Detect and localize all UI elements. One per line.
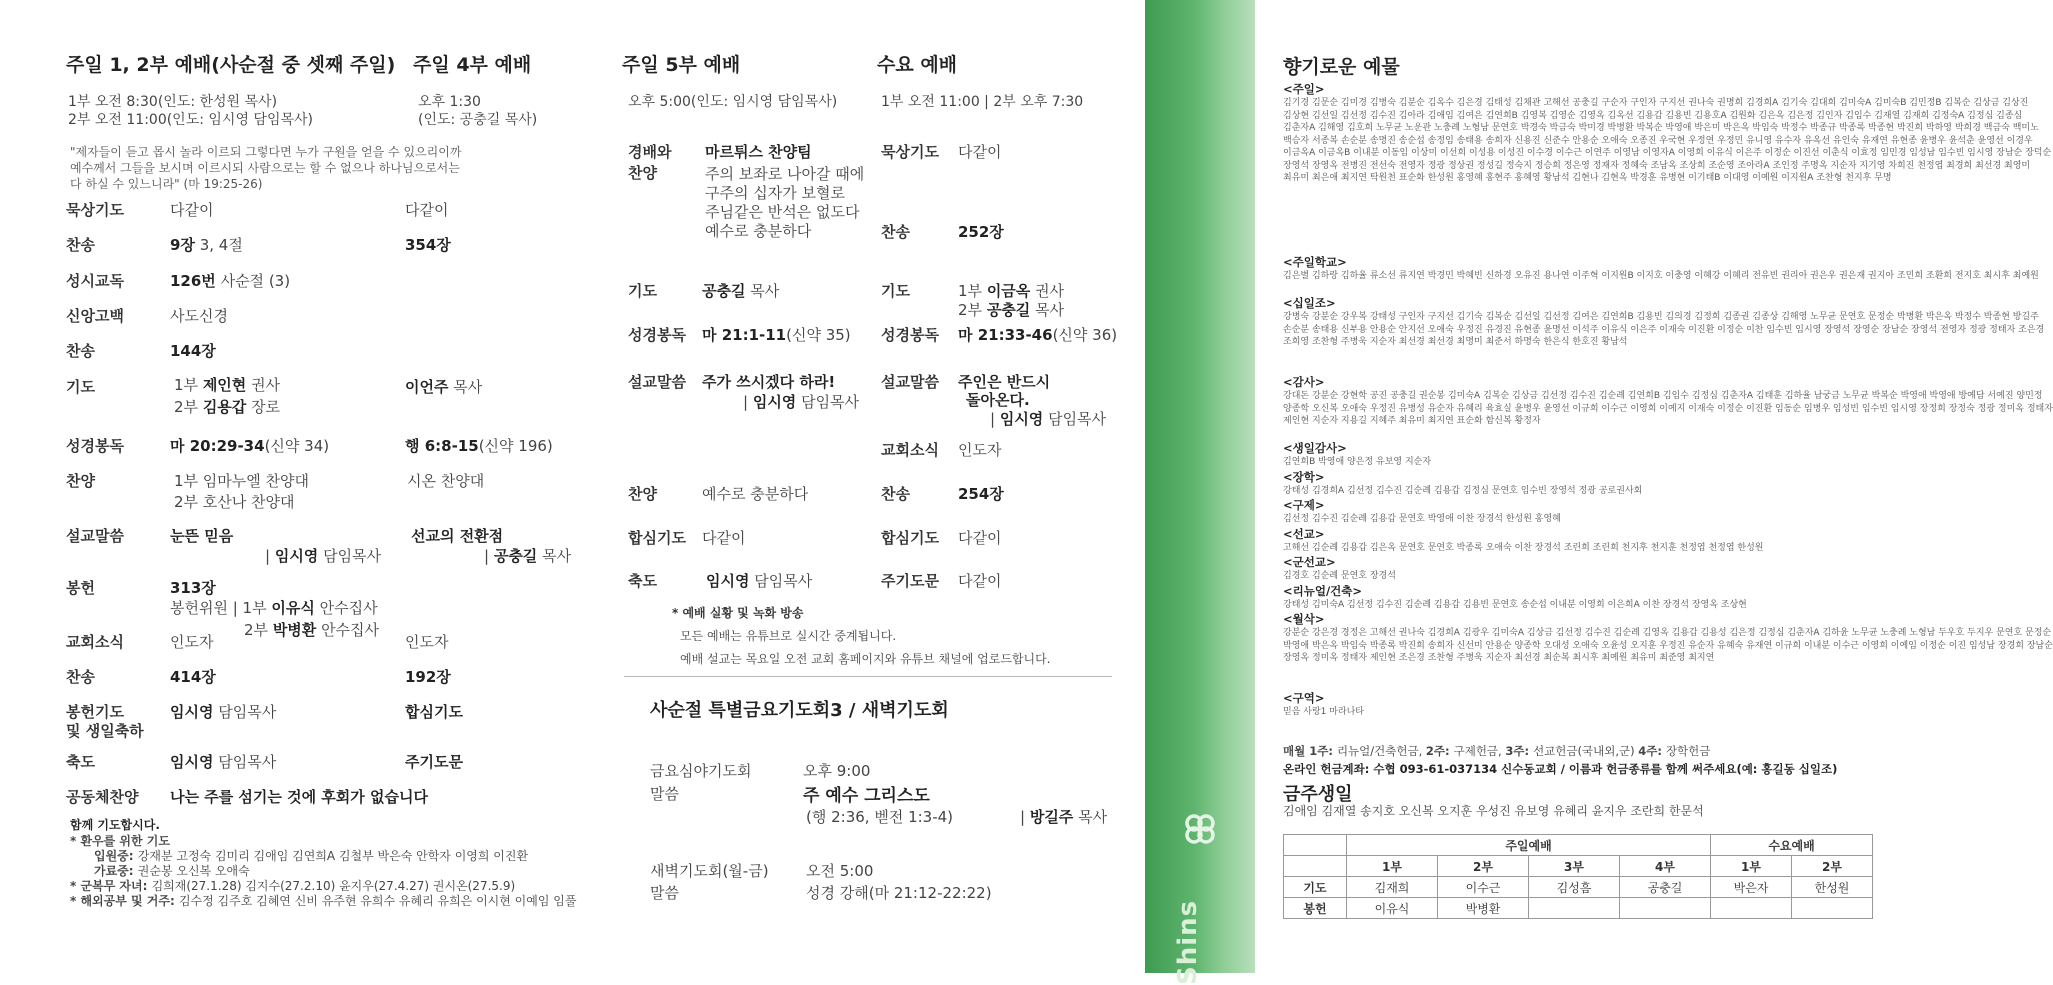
duty-cell	[1529, 898, 1620, 919]
church-logo-text: Shins	[1173, 899, 1203, 985]
verse-line-2: 예수께서 그들을 보시며 이르시되 사람으로는 할 수 없으나 하나님으로서는	[70, 161, 460, 175]
label-offering: 봉헌	[66, 579, 95, 597]
value-news: 인도자	[170, 633, 214, 651]
label-wed-news: 교회소식	[881, 441, 939, 459]
broadcast-note-2: 예배 설교는 목요일 오전 교회 홈페이지와 유튜브 채널에 업로드합니다.	[680, 652, 1051, 666]
value-wed-prayer-1: 1부 이금옥 권사	[958, 282, 1065, 300]
value-wed-sermon-2: 돌아온다.	[966, 391, 1030, 409]
label-choir: 찬양	[66, 472, 95, 490]
offering-section-heading: <주일학교>	[1283, 255, 1347, 269]
value-prayer-2: 2부 김용갑 장로	[174, 398, 281, 416]
offering-section	[1283, 690, 1883, 719]
duty-table	[1283, 834, 1873, 919]
duty-row-label: 기도	[1284, 877, 1347, 898]
time-1: 1부 오전 8:30(인도: 한성원 목사)	[68, 94, 278, 110]
leader-4: (인도: 공충길 목사)	[418, 112, 538, 128]
offering-section	[1283, 440, 1883, 469]
value-dawn-time: 오전 5:00	[806, 862, 874, 880]
label-wed-hymn: 찬송	[881, 223, 910, 241]
offering-section-heading: <십일조>	[1283, 296, 1336, 310]
label-wed-unison-prayer: 합심기도	[881, 529, 939, 547]
value-community-song: 나는 주를 섬기는 것에 후회가 없습니다	[170, 788, 428, 806]
duty-col-header: 4부	[1620, 856, 1711, 877]
offering-section	[1283, 583, 1883, 612]
offering-section-heading: <구역>	[1283, 691, 1325, 705]
duty-cell: 김재희	[1347, 877, 1438, 898]
duty-table-corner	[1284, 856, 1347, 877]
value-friday-title: 주 예수 그리스도	[803, 786, 930, 806]
divider	[624, 676, 1112, 677]
label-silent-prayer: 묵상기도	[66, 201, 124, 219]
value-wed-lords-prayer: 다같이	[958, 572, 1002, 590]
label-wed-lords-prayer: 주기도문	[881, 572, 939, 590]
value-offering-1: 봉헌위원 | 1부 이유식 안수집사	[170, 599, 378, 617]
value-friday-time: 오후 9:00	[803, 762, 871, 780]
verse-line-3: 다 하실 수 있느니라" (마 19:25-26)	[70, 177, 263, 191]
offering-section-names: 고해선 김순례 김용갑 김은옥 문연호 문연호 박종록 오애숙 이찬 장경석 조린희 조린희 천지후 천지훈 천정엽 천정엽 한성원	[1283, 542, 1764, 553]
offering-section	[1283, 497, 1883, 526]
value-hymn-4: 354장	[405, 236, 451, 254]
value-5-unison-prayer: 다같이	[702, 529, 746, 547]
value-scripture: 마 20:29-34(신약 34)	[170, 437, 330, 455]
value-5-benediction: 임시영 담임목사	[706, 572, 813, 590]
label-friday-prayer: 금요심야기도회	[650, 762, 752, 780]
value-creed: 사도신경	[170, 307, 228, 325]
duty-cell: 한성원	[1792, 877, 1873, 898]
title-sunday-4: 주일 4부 예배	[413, 54, 532, 76]
label-responsive-reading: 성시교독	[66, 272, 124, 290]
green-band	[1145, 0, 1255, 985]
duty-cell: 김성흠	[1529, 877, 1620, 898]
value-friday-ref: (행 2:36, 벧전 1:3-4)	[806, 808, 954, 826]
broadcast-note-title: * 예배 실황 및 녹화 방송	[672, 606, 804, 620]
value-5-choir: 예수로 충분하다	[702, 485, 809, 503]
value-offering-hymn: 313장	[170, 579, 216, 597]
value-offering-2: 2부 박병환 안수집사	[244, 621, 380, 639]
duty-row-offering	[1284, 898, 1873, 919]
label-wed-sermon: 설교말씀	[881, 373, 939, 391]
value-sermon-preacher-4: | 공충길 목사	[484, 547, 572, 565]
offering-section-names: 김기경 김문순 김미경 김병숙 김분순 김옥수 김은경 김태성 김채관 고해선 공충길 구순자 구인자 구지선 권나숙 권명희 김경희A 김기숙 김대희 김미숙A 김미숙B 김민정B 김복순 김상금 김상진 김상현 김선일 김선정 김수진 김아라 김애임 김여은 김연희B 김영복 김영순 김영옥 김옥선 김용갑 김용빈 김용호A 김원화 김은옥 김은정 김인자 김임수 김재열 김재희 김정숙A 김정심 김종심 김춘자A 김해영 김호희 노무균 노운관 노충례 노형남 문연호 박경숙 박금숙 박미경 박병환 박복순 박영애 박은미 박은옥 박임숙 박정수 박종규 박종록 박종현 박진희 박하영 박희경 백금숙 백미노 백승자 서종복 손순분 송명진 송순섭 송정임 송태용 송희자 신용진 신준수 안용순 오애숙 오종진 우국현 우정연 우정민 유니영 유수자 유옥선 유인숙 유재연 유현종 윤병우 윤석춘 윤영선 이경우 이금옥A 이금옥B 이내분 이동임 이상미 이선희 이성용 이성진 이수경 이수근 이연주 이영남 이영자A 이영희 이유식 이은주 이정순 이진선 이춘식 이효정 임민경 임성남 임수빈 임시영 장남순 장덕순 장영석 장영옥 전병진 전선숙 전영자 정광 정상권 정성길 정숙지 정승희 정은영 정재자 정혜숙 조남옥 조상희 조순영 조아라A 조인정 주명옥 지순자 지기영 차희진 천정엽 최경희 최선경 최영미 최유미 최은애 최지연 탁원천 표순화 한성원 홍영혜 홍현주 홍혜영 황남석 김현나 김현옥 박경훈 유병현 이기태B 이대영 이예원 이지원A 조찬형 천지후 무명	[1283, 98, 2052, 183]
time-wednesday: 1부 오전 11:00 | 2부 오후 7:30	[881, 94, 1084, 110]
duty-cell: 공충길	[1620, 877, 1711, 898]
offering-section	[1283, 374, 2053, 440]
offering-section	[1283, 81, 2052, 254]
offering-section-names: 김선정 김수진 김순례 김용갑 문연호 박영애 이찬 장경석 한성원 홍영혜	[1283, 514, 1561, 524]
value-wed-hymn-2: 254장	[958, 485, 1004, 503]
label-benediction: 축도	[66, 753, 95, 771]
label-dawn-prayer: 새벽기도회(월-금)	[650, 862, 769, 880]
label-wed-hymn-2: 찬송	[881, 485, 910, 503]
value-friday-preacher: | 방길주 목사	[1020, 808, 1108, 826]
duty-col-header: 3부	[1529, 856, 1620, 877]
title-sunday-1-2: 주일 1, 2부 예배(사순절 중 셋째 주일)	[66, 54, 396, 76]
label-offering-prayer: 봉헌기도	[66, 703, 124, 721]
value-benediction-4: 주기도문	[405, 753, 463, 771]
value-wed-silent-prayer: 다같이	[958, 143, 1002, 161]
prayer-requests-recovering: 가료중: 권순봉 오신복 오애숙	[94, 864, 250, 878]
value-offering-prayer: 임시영 담임목사	[170, 703, 277, 721]
offering-section	[1283, 526, 1883, 555]
value-worship-song-4: 예수로 충분하다	[705, 222, 812, 240]
offering-section-names: 강태성 김경희A 김선정 김수진 김순례 김용갑 김정심 문연호 임수빈 장영석 정광 공로권사회	[1283, 485, 1643, 496]
duty-col-header: 1부	[1347, 856, 1438, 877]
duty-cell: 박은자	[1711, 877, 1792, 898]
value-5-sermon-title: 주가 쓰시겠다 하라!	[702, 373, 836, 391]
duty-table-header-row	[1284, 856, 1873, 877]
offering-section-heading: <선교>	[1283, 526, 1325, 541]
time-2: 2부 오전 11:00(인도: 임시영 담임목사)	[68, 112, 313, 128]
label-wed-prayer: 기도	[881, 282, 910, 300]
label-worship-2: 찬양	[628, 164, 657, 182]
value-worship-song-2: 구주의 십자가 보혈로	[705, 184, 845, 202]
label-wed-silent-prayer: 묵상기도	[881, 143, 939, 161]
duty-cell	[1792, 898, 1873, 919]
offering-section-heading: <장학>	[1283, 469, 1325, 484]
label-5-unison-prayer: 합심기도	[628, 529, 686, 547]
prayer-requests-military: * 군복무 자녀: 김희재(27.1.28) 김지수(27.2.10) 윤지우(27.4.27) 권시온(27.5.9)	[70, 879, 516, 893]
label-community-song: 공동체찬양	[66, 788, 139, 806]
duty-row-prayer	[1284, 877, 1873, 898]
offering-section-heading: <구제>	[1283, 498, 1325, 512]
value-worship-song-3: 주님같은 반석은 없도다	[705, 203, 860, 221]
value-offering-prayer-4: 합심기도	[405, 703, 463, 721]
duty-cell: 이유식	[1347, 898, 1438, 919]
value-responsive-reading: 126번 사순절 (3)	[170, 272, 291, 290]
duty-col-header: 2부	[1438, 856, 1529, 877]
offering-section-names: 김경호 김순례 문연호 장경석	[1283, 571, 1396, 581]
label-5-benediction: 축도	[628, 572, 657, 590]
offering-section	[1283, 554, 1883, 583]
verse-line-1: "제자들이 듣고 몹시 놀라 이르되 그렇다면 누가 구원을 얻을 수 있으리이까	[70, 145, 462, 159]
value-wed-sermon-preacher: | 임시영 담임목사	[990, 410, 1107, 428]
duty-table-corner	[1284, 835, 1347, 856]
label-news: 교회소식	[66, 633, 124, 651]
offering-section	[1283, 254, 2039, 295]
label-wed-scripture: 성경봉독	[881, 326, 939, 344]
label-5-scripture: 성경봉독	[628, 326, 686, 344]
label-5-choir: 찬양	[628, 485, 657, 503]
duty-col-header: 2부	[1792, 856, 1873, 877]
offering-section-names: 김연희B 박영애 양은정 유보영 지순자	[1283, 457, 1432, 467]
birthday-names: 김애임 김재열 송지호 오신복 오지훈 우성진 유보영 유혜리 윤지우 조란희 한문석	[1283, 804, 1704, 818]
offering-section	[1283, 295, 2045, 374]
label-birthday: 및 생일축하	[66, 722, 144, 740]
offering-section-heading: <감사>	[1283, 375, 1325, 389]
offering-section-names: 강병숙 강분순 강우복 강태성 구인자 구지선 김기숙 김복순 김선일 김선정 김여은 김연희B 김용빈 김의경 김정희 김종권 김종상 김해영 노무균 문연호 문정순 박병환 박은옥 박정수 박종현 방길주 손순분 송태용 신부용 안용순 안지선 오애숙 우정진 유경진 유현종 윤명선 이석주 이유식 이은주 이재숙 이진환 이정순 이찬 임수빈 임시영 장영석 장영순 장남순 장영석 전영자 정광 정태자 조은경 조희영 조찬형 주병욱 지순자 최선경 최선경 최명미 최준서 하명숙 한은식 한호진 황남석	[1283, 312, 2045, 347]
value-benediction: 임시영 담임목사	[170, 753, 277, 771]
title-wednesday: 수요 예배	[877, 54, 958, 76]
label-hymn-3: 찬송	[66, 668, 95, 686]
offering-section-heading: <생일감사>	[1283, 441, 1347, 455]
value-sermon-title-4: 선교의 전환점	[411, 527, 504, 545]
label-scripture: 성경봉독	[66, 437, 124, 455]
value-hymn-2: 144장	[170, 342, 216, 360]
value-worship-song-1: 주의 보좌로 나아갈 때에	[705, 165, 865, 183]
label-dawn-word: 말씀	[650, 884, 679, 902]
duty-cell: 이수근	[1438, 877, 1529, 898]
value-wed-prayer-2: 2부 공충길 목사	[958, 301, 1065, 319]
prayer-requests-patients: * 환우를 위한 기도	[70, 834, 170, 848]
value-prayer-1: 1부 제인현 권사	[174, 376, 281, 394]
label-hymn: 찬송	[66, 236, 95, 254]
value-dawn-text: 성경 강해(마 21:12-22:22)	[806, 884, 992, 902]
duty-row-label: 봉헌	[1284, 898, 1347, 919]
prayer-requests-hospital: 입원중: 강재분 고정숙 김미리 김애임 김연희A 김철부 박은숙 안학자 이영희 이진환	[94, 849, 529, 863]
label-5-sermon: 설교말씀	[628, 373, 686, 391]
value-sermon-preacher: | 임시영 담임목사	[265, 547, 382, 565]
value-wed-unison-prayer: 다같이	[958, 529, 1002, 547]
offering-section-names: 강태성 김미숙A 김선정 김수진 김순례 김용갑 김용빈 문연호 송순섭 이내분 이영희 이은희A 이찬 장경석 장영옥 조상현	[1283, 599, 1747, 610]
value-choir-2: 2부 호산나 찬양대	[174, 493, 295, 511]
duty-cell: 박병환	[1438, 898, 1529, 919]
value-5-sermon-preacher: | 임시영 담임목사	[743, 393, 860, 411]
value-hymn-3: 414장	[170, 668, 216, 686]
time-5: 오후 5:00(인도: 임시영 담임목사)	[628, 94, 838, 110]
label-hymn-2: 찬송	[66, 342, 95, 360]
label-5-prayer: 기도	[628, 282, 657, 300]
time-4: 오후 1:30	[418, 94, 481, 110]
church-logo-icon	[1183, 812, 1217, 846]
offering-section-heading: <월삭>	[1283, 612, 1325, 626]
offering-section-heading: <주일>	[1283, 82, 1325, 96]
duty-cell	[1711, 898, 1792, 919]
offering-section-names: 강분순 강은경 경정은 고해선 권나숙 김경희A 김광우 김미숙A 김상금 김선정 김수진 김순례 김영옥 김용갑 김용성 김은정 김정심 김춘자A 김하윤 노무균 노충례 노형남 두우호 두지우 문연호 문정순 박영애 박은옥 박임숙 박종록 박진희 송희자 신선미 안용순 양종학 오대성 오애숙 오윤성 오지훈 우정진 유순자 유혜숙 유재연 이규희 이내분 이수근 이영희 이예임 이정순 이진 임성남 장경희 장남순 장영옥 정미옥 정태자 제인현 조은경 조찬형 주병욱 지순자 최선경 최순복 최시후 최예원 최유미 최준영 최지연	[1283, 628, 2053, 663]
prayer-requests-abroad: * 해외공부 및 거주: 김수정 김주호 김혜연 신비 유주현 유희수 유혜리 유희은 이시현 이예임 임풀	[70, 894, 577, 908]
label-creed: 신앙고백	[66, 307, 124, 325]
value-hymn: 9장 3, 4절	[170, 236, 243, 254]
broadcast-note-1: 모든 예배는 유튜브로 실시간 중계됩니다.	[680, 629, 897, 643]
offering-section-names: 믿음 사랑1 마라나타	[1283, 707, 1365, 717]
special-prayer-title: 사순절 특별금요기도회3 / 새벽기도회	[650, 700, 949, 721]
value-silent-prayer: 다같이	[170, 201, 214, 219]
value-wed-hymn: 252장	[958, 223, 1004, 241]
value-hymn-3-4: 192장	[405, 668, 451, 686]
value-silent-prayer-4: 다같이	[405, 201, 449, 219]
monthly-offering-schedule: 매월 1주: 리뉴얼/건축헌금, 2주: 구제헌금, 3주: 선교헌금(국내외,군) 4주: 장학헌금	[1283, 744, 1711, 758]
value-sermon-title: 눈뜬 믿음	[170, 527, 234, 545]
label-worship: 경배와	[628, 143, 672, 161]
label-prayer: 기도	[66, 378, 95, 396]
value-choir-1: 1부 임마누엘 찬양대	[174, 472, 310, 490]
offering-section-names: 김은별 김하랑 김하율 류소선 류지연 박경민 박혜빈 신하경 오유진 용나연 이주혁 이지원B 이지호 이충영 이혜강 이혜리 전유빈 권리아 권은우 권은재 권지아 조민희 조환희 전지호 최시후 최예원	[1283, 271, 2039, 281]
duty-table-group-row	[1284, 835, 1873, 856]
offering-section-heading: <군선교>	[1283, 555, 1336, 569]
value-scripture-4: 행 6:8-15(신약 196)	[405, 437, 553, 455]
value-5-scripture: 마 21:1-11(신약 35)	[702, 326, 851, 344]
prayer-requests-title: 함께 기도합시다.	[70, 818, 160, 832]
offerings-title: 향기로운 예물	[1283, 56, 1400, 78]
value-5-prayer: 공충길 목사	[702, 282, 780, 300]
offering-section-names: 강대돈 강분순 강현학 공진 공충길 권순봉 김미숙A 김복순 김상금 김선정 김수진 김순례 김연희B 김임수 김정심 김춘자A 김태훈 김하율 남궁금 노무균 박복순 박영애 박영애 방예담 서예진 양민정 양종학 오신복 오애숙 우정진 유병성 유순자 유혜리 육효실 윤병우 윤영선 이규희 이수근 이영희 이예지 이재숙 이정순 이진환 임동순 임병우 임성빈 임수빈 임시영 장정희 장정숙 정광 정미옥 정태자 제인현 지순자 지용길 지혜주 최유미 최지연 표순화 함신복 황정자	[1283, 391, 2053, 426]
value-news-4: 인도자	[405, 633, 449, 651]
value-wed-news: 인도자	[958, 441, 1002, 459]
duty-col-header: 1부	[1711, 856, 1792, 877]
value-worship-team: 마르튀스 찬양팀	[705, 143, 812, 161]
duty-group-wednesday: 수요예배	[1711, 835, 1873, 856]
birthday-title: 금주생일	[1283, 784, 1353, 805]
title-sunday-5: 주일 5부 예배	[622, 54, 741, 76]
duty-cell	[1620, 898, 1711, 919]
offering-section-heading: <리뉴얼/건축>	[1283, 583, 1363, 598]
value-wed-scripture: 마 21:33-46(신약 36)	[958, 326, 1118, 344]
offerings-list	[1283, 81, 2053, 719]
value-choir-4: 시온 찬양대	[407, 472, 485, 490]
label-sermon: 설교말씀	[66, 527, 124, 545]
label-friday-word: 말씀	[650, 785, 679, 803]
offering-section	[1283, 611, 2053, 690]
duty-group-sunday: 주일예배	[1347, 835, 1711, 856]
value-prayer-4: 이언주 목사	[405, 378, 483, 396]
value-wed-sermon-1: 주인은 반드시	[958, 373, 1051, 391]
offering-section	[1283, 469, 1883, 498]
online-account: 온라인 헌금계좌: 수협 093-61-037134 신수동교회 / 이름과 헌금종류를 함께 써주세요(예: 홍길동 십일조)	[1283, 762, 1838, 776]
